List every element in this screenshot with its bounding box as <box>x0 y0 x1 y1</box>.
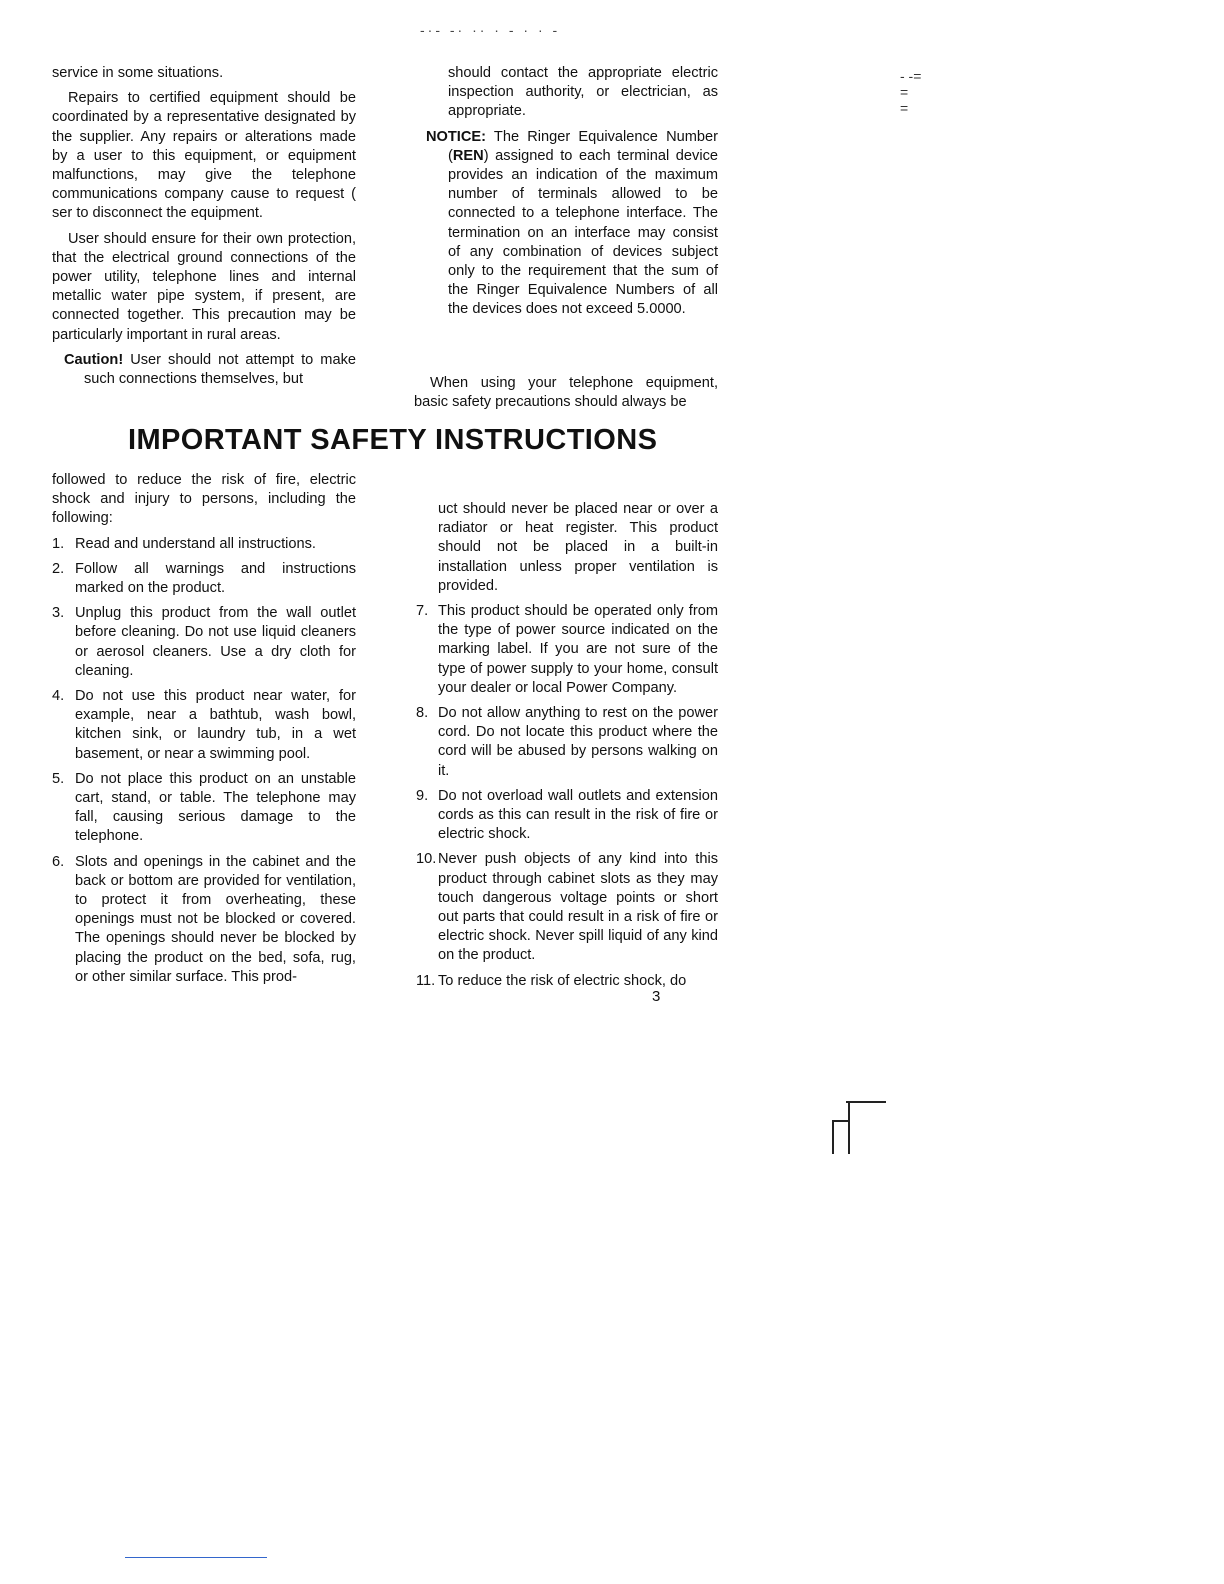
list-item <box>416 602 718 698</box>
right-column-bottom <box>416 500 718 997</box>
list-item-text: Do not place this product on an unstable cart, stand, or table. The telephone may fall, causing serious damage to the telephone. <box>75 770 356 845</box>
list-item-number: 8. <box>416 705 429 722</box>
list-item <box>416 704 718 781</box>
corner-scan-mark: - -= = = <box>900 68 922 116</box>
caution-label: Caution! <box>64 351 124 368</box>
list-item-number: 10. <box>416 851 437 868</box>
list-item-number: 11. <box>416 972 436 989</box>
bottom-rule <box>125 1557 267 1558</box>
list-item <box>52 853 356 987</box>
list-item <box>416 972 718 991</box>
list-item-number: 6. <box>52 853 65 870</box>
list-item <box>52 770 356 847</box>
list-item-text: This product should be operated only from the type of power source indicated on the marking label. If you are not sure of the type of power supply to your home, consult your dealer or local Power Company. <box>438 603 718 696</box>
list-item-number: 7. <box>416 603 429 620</box>
list-item-number: 3. <box>52 605 65 622</box>
list-item-text: Slots and openings in the cabinet and the back or bottom are provided for ventilation, to protect it from overheating, these openings must not be blocked or covered. The openings should never be blocked by placing the product on the bed, sofa, rug, or other similar surface. This prod- <box>75 853 356 985</box>
list-item-text: Unplug this product from the wall outlet before cleaning. Do not use liquid cleaners or aerosol cleaners. Use a dry cloth for cleaning. <box>75 605 356 679</box>
paragraph-inspection: should contact the appropriate electric inspection authority, or electrician, as appropriate. <box>448 65 718 120</box>
left-column-bottom <box>52 471 356 993</box>
header-scan-marks: -·- -· ·· · - · · - <box>420 22 561 38</box>
paragraph-when-using: When using your telephone equipment, basic safety precautions should always be <box>414 375 718 411</box>
list-item-number: 2. <box>52 560 65 577</box>
list-item-number: 1. <box>52 535 65 552</box>
list-item-text: Follow all warnings and instructions marked on the product. <box>75 560 356 597</box>
list-item <box>52 687 356 764</box>
list-item-number: 5. <box>52 770 65 787</box>
page-number: 3 <box>652 988 661 1005</box>
paragraph-followed: followed to reduce the risk of fire, electric shock and injury to persons, including the following: <box>52 472 356 527</box>
paragraph-notice <box>426 128 718 320</box>
list-item-text: Never push objects of any kind into this product through cabinet slots as they may touch dangerous voltage points or short out parts that could result in a risk of fire or electric shock. Never spill liquid of any kind on the product. <box>438 851 718 964</box>
paragraph-repairs: Repairs to certified equipment should be coordinated by a representative designated by the supplier. Any repairs or alterations made by a user to this equipment, or equipment malfunctions, may give the telephone communications company cause to request ( ser to disconnect the equipment. <box>52 90 356 222</box>
list-item-text: To reduce the risk of electric shock, do <box>438 972 687 989</box>
list-item <box>52 560 356 598</box>
list-item-text: Do not allow anything to rest on the power cord. Do not locate this product where the cord will be abused by persons walking on it. <box>438 705 718 779</box>
list-item-number: 4. <box>52 688 65 705</box>
list-item <box>416 850 718 965</box>
notice-text-2: ) assigned to each terminal device provides an indication of the maximum number of terminals allowed to be connected to a telephone interface. The termination on an interface may consist of any combination of devices subject only to the requirement that the sum of the Ringer Equivalence Numbers of all the devices does not exceed 5.0000. <box>448 147 718 318</box>
list-item <box>416 787 718 845</box>
instruction-list-right <box>416 602 718 991</box>
safety-intro <box>414 374 718 418</box>
paragraph-ground: User should ensure for their own protection, that the electrical ground connections of the power utility, telephone lines and internal metallic water pipe system, if present, are connected together. This precaution may be particularly important in rural areas. <box>52 230 356 343</box>
caution-text: User should not attempt to make such connections themselves, but <box>84 351 356 388</box>
paragraph-service: service in some situations. <box>52 65 224 81</box>
list-item-text: Do not overload wall outlets and extension cords as this can result in the risk of fire or electric shock. <box>438 787 718 843</box>
list-item-text: Read and understand all instructions. <box>75 535 316 552</box>
notice-label: NOTICE: <box>426 128 486 145</box>
paragraph-continuation: uct should never be placed near or over a radiator or heat register. This product should not be placed in a built-in installation unless proper ventilation is provided. <box>438 501 718 594</box>
notice-text-1: The Ringer Equivalence Number ( <box>448 128 718 164</box>
page-title: IMPORTANT SAFETY INSTRUCTIONS <box>128 424 658 456</box>
notice-ren: REN <box>452 147 484 164</box>
instruction-list-left <box>52 535 356 987</box>
list-item-text: Do not use this product near water, for example, near a bathtub, wash bowl, kitchen sink, or laundry tub, in a wet basement, or near a swimming pool. <box>75 688 356 762</box>
left-column-top <box>52 64 356 395</box>
right-column-top <box>426 64 718 326</box>
paragraph-caution <box>52 351 356 389</box>
list-item <box>52 604 356 681</box>
list-item <box>52 535 356 554</box>
list-item-number: 9. <box>416 787 429 804</box>
